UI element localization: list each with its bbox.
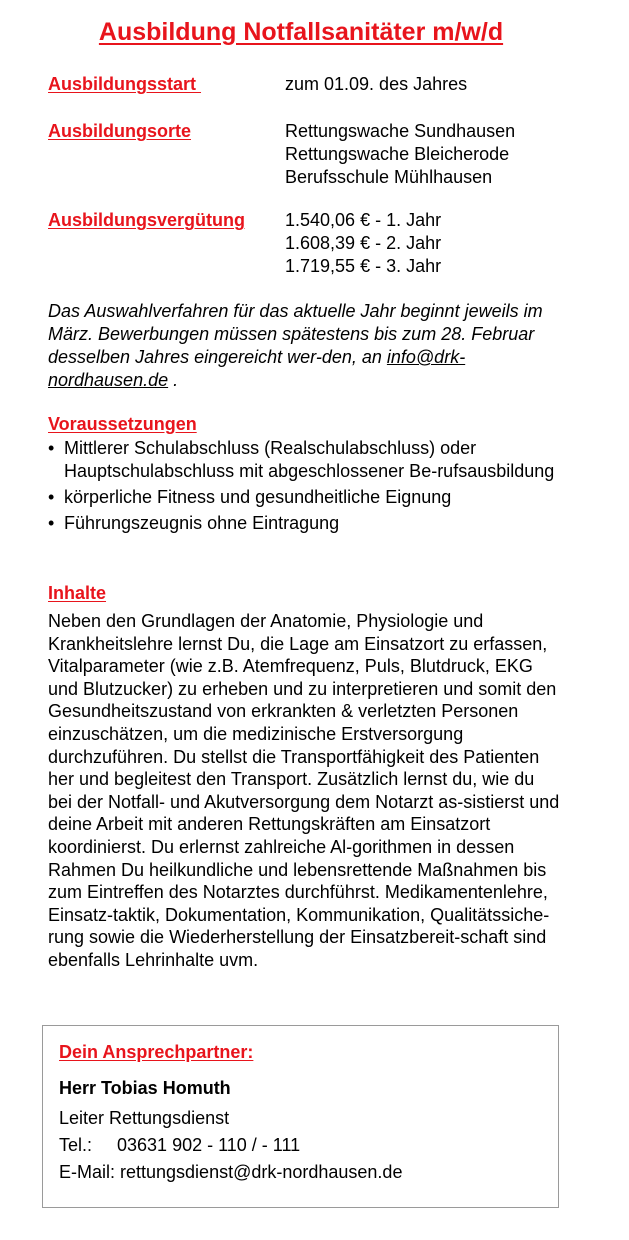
application-info-text: Das Auswahlverfahren für das aktuelle Jahr beginnt jeweils im März. Bewerbungen müssen spätestens bis zum 28. Februar desselben Jahres eingereicht wer-den, an bbox=[48, 301, 543, 367]
list-item-text: Führungszeugnis ohne Eintragung bbox=[64, 513, 340, 533]
fact-label: Ausbildungsvergütung bbox=[48, 210, 245, 230]
contents-text: Neben den Grundlagen der Anatomie, Physiologie und Krankheitslehre lernst Du, die Lage am Einsatzort zu erfassen, Vitalparameter (wie z.B. Atemfrequenz, Puls, Blutdruck, EKG und Blutzucker) zu erheben und zu interpretieren und somit den Gesundheitszustand von erkrankten & verletzten Personen einzuschätzen, um die medizinische Erstversorgung durchzuführen. Du stellst die Transportfähigkeit des Patienten her und begleitest den Transport. Zusätzlich lernst du, wie du bei der Notfall- und Akutversorgung dem Notarzt as-sistierst und deine Arbeit mit anderen Rettungskräften am Einsatzort koordinierst. Du erlernst zahlreiche Al-gorithmen in dessen Rahmen Du heilkundliche und lebensrettende Maßnahmen bis zum Eintreffen des Notarztes durchführst. Medikamentenlehre, Einsatz-taktik, Dokumentation, Kommunikation, Qualitätssiche-rung sowie die Wiederherstellung der Einsatzbereit-schaft sind ebenfalls Lehrinhalte uvm. bbox=[48, 611, 560, 970]
fact-value: Berufsschule Mühlhausen bbox=[285, 167, 493, 187]
contact-name: Herr Tobias Homuth bbox=[59, 1078, 231, 1098]
contact-phone: Tel.: 03631 902 - 110 / - 111 bbox=[59, 1135, 301, 1155]
page-title: Ausbildung Notfallsanitäter m/w/d bbox=[98, 18, 504, 46]
requirements-list bbox=[48, 437, 568, 538]
fact-value: Rettungswache Sundhausen bbox=[285, 121, 516, 141]
fact-value: 1.540,06 € - 1. Jahr bbox=[285, 210, 442, 230]
fact-value: zum 01.09. des Jahres bbox=[285, 74, 468, 94]
contents-heading: Inhalte bbox=[48, 583, 107, 603]
fact-value: 1.608,39 € - 2. Jahr bbox=[285, 233, 442, 253]
contact-email: E-Mail: rettungsdienst@drk-nordhausen.de bbox=[59, 1162, 403, 1182]
fact-values bbox=[285, 120, 515, 189]
list-item-text: Mittlerer Schulabschluss (Realschulabschluss) oder Hauptschulabschluss mit abgeschlossener Be-rufsausbildung bbox=[64, 438, 555, 481]
fact-label: Ausbildungsstart bbox=[48, 74, 202, 94]
fact-value: 1.719,55 € - 3. Jahr bbox=[285, 256, 442, 276]
list-item bbox=[48, 486, 568, 509]
list-item bbox=[48, 437, 568, 483]
fact-value: Rettungswache Bleicherode bbox=[285, 144, 510, 164]
bullet-icon: • bbox=[48, 438, 55, 458]
contact-box bbox=[42, 1025, 559, 1208]
bullet-icon: • bbox=[48, 513, 55, 533]
list-item bbox=[48, 512, 568, 535]
fact-values bbox=[285, 73, 467, 96]
info-email-link[interactable]: info@drk-nordhausen.de bbox=[48, 347, 466, 390]
list-item-text: körperliche Fitness und gesundheitliche Eignung bbox=[64, 487, 452, 507]
application-info-suffix: . bbox=[168, 370, 179, 390]
fact-label: Ausbildungsorte bbox=[48, 121, 191, 141]
requirements-heading: Voraussetzungen bbox=[48, 414, 197, 434]
fact-values bbox=[285, 209, 441, 278]
application-info bbox=[48, 300, 568, 392]
contact-heading: Dein Ansprechpartner: bbox=[59, 1042, 254, 1062]
contact-role: Leiter Rettungsdienst bbox=[59, 1108, 230, 1128]
bullet-icon: • bbox=[48, 487, 55, 507]
